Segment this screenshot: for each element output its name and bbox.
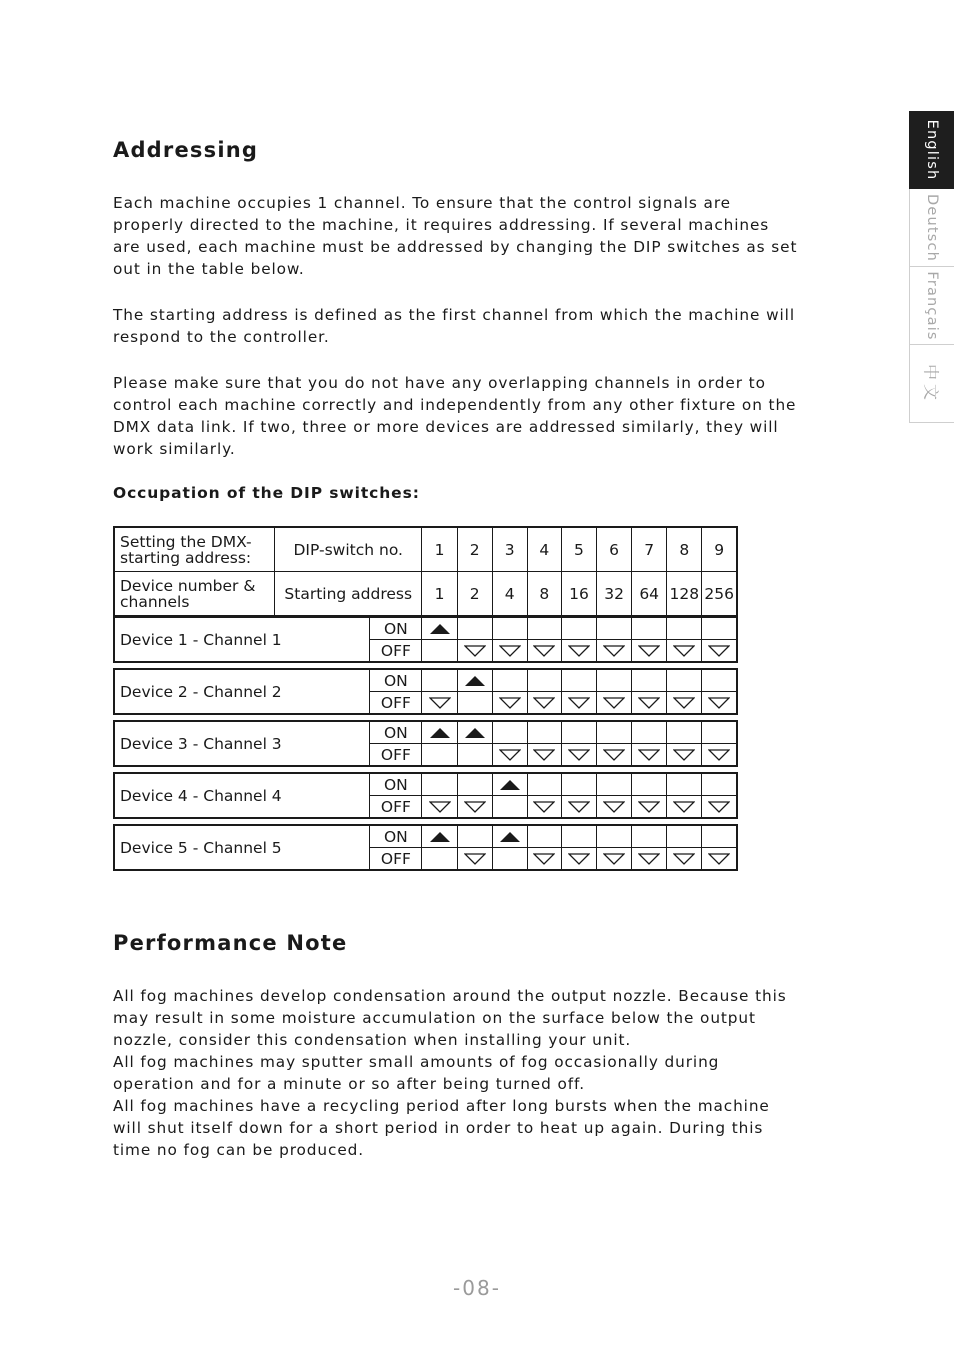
switch-off-arrow-icon [562, 749, 596, 761]
switch-off-cell [492, 640, 527, 663]
tab-francais[interactable] [909, 267, 954, 345]
switch-on-arrow-icon [422, 832, 456, 842]
switch-on-cell [667, 721, 702, 744]
text-line: respond to the controller. [113, 328, 330, 346]
switch-on-arrow-icon [493, 832, 527, 842]
switch-on-cell [422, 669, 457, 692]
switch-off-cell [702, 744, 737, 767]
dip-switch-subheading: Occupation of the DIP switches: [113, 484, 420, 502]
switch-on-cell [561, 721, 596, 744]
switch-off-cell [561, 744, 596, 767]
tab-chinese-label: 中文 [921, 363, 941, 404]
switch-off-arrow-icon [597, 853, 631, 865]
text-line: are used, each machine must be addressed by changing the DIP switches as set [113, 238, 798, 256]
switch-off-arrow-icon [632, 645, 666, 657]
switch-off-arrow-icon [458, 801, 492, 813]
switch-off-cell [702, 848, 737, 871]
switch-off-arrow-icon [493, 645, 527, 657]
device-table-4 [113, 772, 738, 819]
device-name: Device 1 - Channel 1 [114, 617, 370, 662]
switch-off-arrow-icon [422, 697, 456, 709]
switch-off-arrow-icon [528, 697, 561, 709]
switch-off-cell [527, 796, 561, 819]
switch-number-row [114, 527, 737, 572]
switch-off-cell [702, 640, 737, 663]
switch-off-cell [422, 744, 457, 767]
switch-on-cell [667, 773, 702, 796]
text-line: The starting address is defined as the first channel from which the machine will [113, 306, 795, 324]
tab-english-label: English [924, 119, 940, 180]
switch-off-cell [702, 796, 737, 819]
text-line: All fog machines have a recycling period after long bursts when the machine [113, 1097, 770, 1115]
tab-chinese[interactable] [909, 345, 954, 423]
switch-off-arrow-icon [422, 801, 456, 813]
text-line: Each machine occupies 1 channel. To ensure that the control signals are [113, 194, 731, 212]
tab-deutsch-label: Deutsch [924, 193, 940, 262]
switch-off-arrow-icon [702, 645, 736, 657]
switch-off-cell [597, 796, 632, 819]
switch-on-cell [702, 825, 737, 848]
switch-off-cell [632, 848, 667, 871]
switch-off-cell [492, 848, 527, 871]
dmx-start-label: Setting the DMX-starting address: [114, 527, 275, 572]
switch-off-arrow-icon [528, 645, 561, 657]
switch-on-cell [492, 825, 527, 848]
switch-off-arrow-icon [702, 697, 736, 709]
on-row [114, 669, 737, 692]
switch-off-cell [492, 796, 527, 819]
switch-on-cell [667, 669, 702, 692]
switch-number: 7 [632, 527, 667, 572]
switch-on-cell [422, 825, 457, 848]
switch-on-cell [457, 669, 492, 692]
device-name: Device 5 - Channel 5 [114, 825, 370, 870]
off-label: OFF [370, 796, 422, 819]
switch-on-cell [597, 825, 632, 848]
switch-on-cell [702, 669, 737, 692]
switch-off-cell [561, 796, 596, 819]
switch-on-cell [527, 721, 561, 744]
switch-off-cell [527, 848, 561, 871]
text-line: All fog machines develop condensation around the output nozzle. Because this [113, 987, 787, 1005]
address-value: 128 [667, 572, 702, 617]
switch-off-arrow-icon [702, 749, 736, 761]
text-line: operation and for a minute or so after being turned off. [113, 1075, 585, 1093]
device-table-5 [113, 824, 738, 871]
switch-number: 5 [561, 527, 596, 572]
on-label: ON [370, 825, 422, 848]
switch-on-cell [422, 773, 457, 796]
device-name: Device 2 - Channel 2 [114, 669, 370, 714]
switch-off-cell [527, 692, 561, 715]
switch-on-cell [632, 773, 667, 796]
switch-number: 3 [492, 527, 527, 572]
switch-off-cell [457, 848, 492, 871]
device-number-label: Device number & channels [114, 572, 275, 617]
addressing-title: Addressing [113, 138, 259, 162]
switch-on-cell [492, 669, 527, 692]
performance-title: Performance Note [113, 931, 348, 955]
switch-off-cell [457, 692, 492, 715]
address-value: 8 [527, 572, 561, 617]
switch-off-arrow-icon [458, 645, 492, 657]
switch-on-arrow-icon [422, 624, 456, 634]
switch-off-cell [422, 848, 457, 871]
switch-on-cell [561, 773, 596, 796]
on-label: ON [370, 721, 422, 744]
switch-on-cell [422, 721, 457, 744]
switch-on-cell [561, 825, 596, 848]
performance-paragraph [113, 985, 883, 1161]
text-line: All fog machines may sputter small amounts of fog occasionally during [113, 1053, 720, 1071]
switch-off-cell [597, 640, 632, 663]
switch-off-cell [632, 692, 667, 715]
switch-on-cell [422, 617, 457, 640]
device-name: Device 3 - Channel 3 [114, 721, 370, 766]
device-name: Device 4 - Channel 4 [114, 773, 370, 818]
switch-off-arrow-icon [493, 697, 527, 709]
addressing-paragraph-2 [113, 304, 883, 348]
switch-on-cell [597, 773, 632, 796]
on-row [114, 721, 737, 744]
on-row [114, 825, 737, 848]
switch-off-arrow-icon [632, 697, 666, 709]
switch-on-cell [492, 617, 527, 640]
text-line: may result in some moisture accumulation on the surface below the output [113, 1009, 756, 1027]
switch-on-cell [667, 617, 702, 640]
language-tabs [909, 111, 954, 423]
switch-off-cell [597, 692, 632, 715]
switch-on-cell [561, 669, 596, 692]
tab-deutsch[interactable] [909, 189, 954, 267]
on-label: ON [370, 773, 422, 796]
switch-on-cell [492, 773, 527, 796]
switch-on-cell [632, 721, 667, 744]
text-line: control each machine correctly and independently from any other fixture on the [113, 396, 797, 414]
switch-on-cell [597, 617, 632, 640]
switch-off-cell [667, 744, 702, 767]
text-line: will shut itself down for a short period in order to heat up again. During this [113, 1119, 764, 1137]
text-line: DMX data link. If two, three or more devices are addressed similarly, they will [113, 418, 779, 436]
switch-number: 2 [457, 527, 492, 572]
switch-off-arrow-icon [562, 645, 596, 657]
switch-off-arrow-icon [458, 853, 492, 865]
address-value: 1 [422, 572, 457, 617]
switch-off-arrow-icon [597, 645, 631, 657]
address-value: 16 [561, 572, 596, 617]
switch-off-cell [632, 796, 667, 819]
switch-on-arrow-icon [458, 676, 492, 686]
switch-off-arrow-icon [597, 697, 631, 709]
switch-off-cell [492, 692, 527, 715]
switch-off-arrow-icon [493, 749, 527, 761]
off-label: OFF [370, 640, 422, 663]
switch-on-cell [597, 669, 632, 692]
off-label: OFF [370, 848, 422, 871]
switch-off-arrow-icon [667, 749, 701, 761]
switch-off-arrow-icon [562, 853, 596, 865]
on-row [114, 773, 737, 796]
switch-off-cell [422, 640, 457, 663]
text-line: properly directed to the machine, it requires addressing. If several machines [113, 216, 770, 234]
switch-number: 6 [597, 527, 632, 572]
switch-on-cell [702, 773, 737, 796]
switch-off-cell [527, 640, 561, 663]
switch-on-cell [527, 825, 561, 848]
switch-off-arrow-icon [528, 801, 561, 813]
off-label: OFF [370, 692, 422, 715]
switch-off-arrow-icon [562, 697, 596, 709]
addressing-paragraph-3 [113, 372, 883, 460]
switch-on-cell [457, 721, 492, 744]
switch-off-cell [667, 796, 702, 819]
dip-switch-no-label: DIP-switch no. [275, 527, 422, 572]
switch-on-cell [597, 721, 632, 744]
device-table-2 [113, 668, 738, 715]
switch-off-cell [702, 692, 737, 715]
switch-on-cell [667, 825, 702, 848]
text-line: out in the table below. [113, 260, 305, 278]
switch-off-arrow-icon [562, 801, 596, 813]
switch-on-cell [702, 617, 737, 640]
switch-off-arrow-icon [528, 749, 561, 761]
switch-off-cell [422, 692, 457, 715]
address-value: 256 [702, 572, 737, 617]
switch-on-cell [632, 617, 667, 640]
switch-off-cell [457, 640, 492, 663]
text-line: nozzle, consider this condensation when installing your unit. [113, 1031, 632, 1049]
switch-on-cell [632, 825, 667, 848]
switch-off-cell [632, 744, 667, 767]
text-line: work similarly. [113, 440, 236, 458]
switch-off-cell [527, 744, 561, 767]
tab-francais-label: Français [924, 270, 940, 341]
switch-off-arrow-icon [702, 801, 736, 813]
switch-on-cell [457, 617, 492, 640]
switch-number: 1 [422, 527, 457, 572]
switch-on-arrow-icon [422, 728, 456, 738]
switch-off-arrow-icon [667, 801, 701, 813]
switch-on-cell [457, 825, 492, 848]
switch-off-arrow-icon [528, 853, 561, 865]
device-table-1 [113, 616, 738, 663]
switch-off-cell [597, 848, 632, 871]
page-number: -08- [453, 1276, 501, 1300]
switch-on-cell [527, 669, 561, 692]
switch-off-arrow-icon [632, 801, 666, 813]
switch-on-cell [702, 721, 737, 744]
switch-off-cell [632, 640, 667, 663]
switch-off-cell [561, 692, 596, 715]
address-value: 2 [457, 572, 492, 617]
switch-off-cell [667, 848, 702, 871]
switch-on-cell [561, 617, 596, 640]
device-table-3 [113, 720, 738, 767]
addressing-paragraph-1 [113, 192, 883, 280]
switch-off-arrow-icon [702, 853, 736, 865]
switch-off-cell [457, 796, 492, 819]
address-value: 64 [632, 572, 667, 617]
switch-off-cell [667, 692, 702, 715]
text-line: time no fog can be produced. [113, 1141, 365, 1159]
address-value-row [114, 572, 737, 617]
switch-off-arrow-icon [667, 697, 701, 709]
switch-on-arrow-icon [458, 728, 492, 738]
address-value: 4 [492, 572, 527, 617]
switch-number: 8 [667, 527, 702, 572]
switch-number: 4 [527, 527, 561, 572]
switch-off-cell [561, 848, 596, 871]
switch-off-arrow-icon [667, 645, 701, 657]
switch-off-cell [667, 640, 702, 663]
switch-off-arrow-icon [632, 853, 666, 865]
address-value: 32 [597, 572, 632, 617]
switch-off-arrow-icon [632, 749, 666, 761]
on-label: ON [370, 617, 422, 640]
off-label: OFF [370, 744, 422, 767]
switch-off-cell [457, 744, 492, 767]
switch-off-cell [597, 744, 632, 767]
switch-off-arrow-icon [597, 749, 631, 761]
switch-off-cell [492, 744, 527, 767]
switch-off-arrow-icon [597, 801, 631, 813]
text-line: Please make sure that you do not have any overlapping channels in order to [113, 374, 766, 392]
on-row [114, 617, 737, 640]
switch-on-cell [527, 617, 561, 640]
switch-off-cell [422, 796, 457, 819]
switch-number: 9 [702, 527, 737, 572]
switch-off-arrow-icon [667, 853, 701, 865]
switch-on-cell [457, 773, 492, 796]
switch-on-cell [492, 721, 527, 744]
switch-off-cell [561, 640, 596, 663]
dip-header-table [113, 526, 738, 617]
switch-on-cell [527, 773, 561, 796]
switch-on-arrow-icon [493, 780, 527, 790]
switch-on-cell [632, 669, 667, 692]
on-label: ON [370, 669, 422, 692]
tab-english[interactable] [909, 111, 954, 189]
starting-address-label: Starting address [275, 572, 422, 617]
